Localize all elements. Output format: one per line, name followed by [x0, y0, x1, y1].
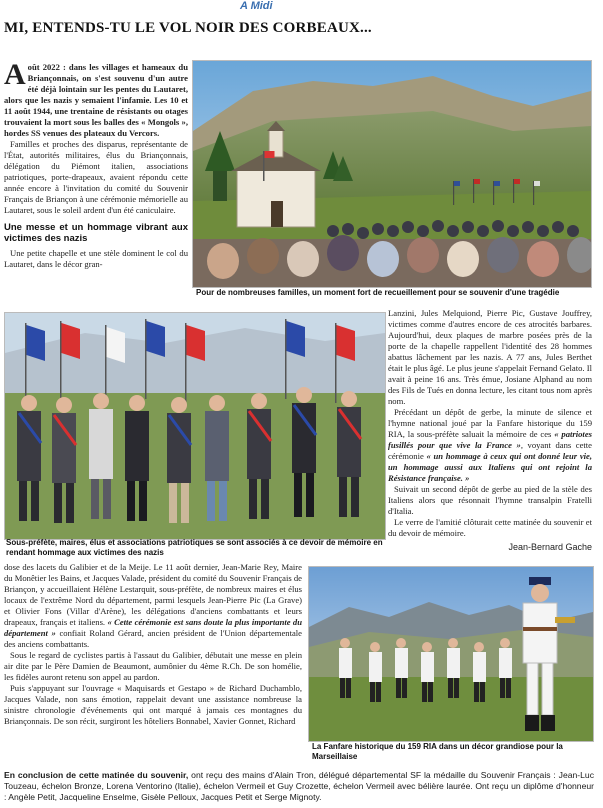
bottom-text: ont reçu des mains d'Alain Tron, délégué départemental SF la médaille du Souvenir Français : Jean-Luc Touzeau, échelon Bronze, Lorena Ventorino (Italie), échelon Vermeil et Guy Crozette, échelon Vermeil avec bélière laurée. Ont reçu un diplôme d'honneur : Angèle Petit, Jacqueline Enselme, Gisèle Pelloux, Jacques Petit et Serge Mignoty. — [4, 770, 594, 802]
fanfare-photo-illustration — [309, 567, 593, 741]
signature: Jean-Bernard Gache — [508, 542, 592, 552]
dropcap: A — [4, 58, 26, 91]
col-right-mid — [388, 308, 592, 553]
chapel-photo-illustration — [193, 61, 591, 287]
col-left-bottom — [4, 562, 302, 727]
photo-officials — [4, 312, 386, 540]
photo3-caption: La Fanfare historique du 159 RIA dans un décor grandiose pour la Marseillaise — [312, 742, 563, 761]
article-paragraph: Sous le regard de cyclistes partis à l'assaut du Galibier, débutait une messe en plein air dite par le Père Damien de Beaumont, aumônier du 4ème R.Ch. De son homélie, les fidèles auront retenu son appel au pardon. — [4, 650, 302, 682]
bottom-paragraph — [4, 770, 594, 803]
photo1-caption: Pour de nombreuses familles, un moment fort de recueillement pour se souvenir d'une tragédie — [196, 288, 560, 297]
article-paragraph: oût 2022 : dans les villages et hameaux du Briançonnais, on s'est souvenu d'un autre été déjà lointain sur les pentes du Lautaret, alors que les nazis y semaient l'infamie. Les 10 et 11 août 1944, une trentaine de résistants ou otages trouvaient la mort sous les balles des « Mongols », hordes SS venues des plateaux du Vercors. — [4, 62, 188, 138]
masthead: A Midi — [240, 0, 273, 12]
article-paragraph: Familles et proches des disparus, représentante de l'État, autorités militaires, élus du Briançonnais, délégation du Piémont italien, associations patriotiques, porte-drapeaux, avaient répondu cette année encore à l'invitation du comité du Souvenir Français de Briançon à une cérémonie mémorielle au Lautaret, sous le soleil ardent d'un été caniculaire. — [4, 139, 188, 215]
subheading: Une messe et un hommage vibrant aux victimes des nazis — [4, 222, 188, 244]
article-paragraph: Précédant un dépôt de gerbe, la minute de silence et l'hymne national joué par la Fanfare historique du 159 RIA, la sous-préfète saluait la mémoire de ces « patriotes fusillés pour que vive la France », voyant dans cette cérémonie « un hommage à ceux qui ont donné leur vie, un hommage aussi aux Italiens qui ont rejoint la Résistance française. » — [388, 407, 592, 483]
col-left-top — [4, 58, 188, 270]
photo-chapel-ceremony — [192, 60, 592, 288]
article-paragraph: Le verre de l'amitié clôturait cette matinée du souvenir et du devoir de mémoire. — [388, 517, 592, 538]
article-paragraph: Lanzini, Jules Melquiond, Pierre Pic, Gustave Jouffrey, victimes comme d'autres encore de ces atrocités barbares. Aujourd'hui, deux plaques de marbre posées près de la porte de la chapelle rappellent l'identité des 28 hommes abattus lâchement par les nazis. A 77 ans, Jules Berthet était le plus âgé. Le plus jeune s'appelait Fernand Gelato. Il avait à peine 16 ans. Très émue, Josiane Alphand au nom des Fils de Tués en donna lecture, les citant tous nom après nom. — [388, 308, 592, 406]
article-paragraph: Puis s'appuyant sur l'ouvrage « Maquisards et Gestapo » de Richard Duchamblo, Jacques Valade, non sans émotion, rappelait devant une assistance nombreuse la sinistre chronologie d'événements qui ont marqué à jamais ces montagnes du Briançonnais. De son récit, surgiront les hôteliers Bonnabel, Xavier Gonnet, Richard — [4, 683, 302, 726]
photo2-caption: Sous-préfète, maires, élus et associations patriotiques se sont associés à ce devoir de mémoire en rendant hommage aux victimes des nazis — [6, 538, 383, 557]
article-paragraph: Une petite chapelle et une stèle dominent le col du Lautaret, dans le décor gran- — [4, 248, 188, 269]
bottom-lead: En conclusion de cette matinée du souvenir, — [4, 770, 189, 780]
photo-fanfare — [308, 566, 594, 742]
officials-photo-illustration — [5, 313, 385, 539]
article-paragraph: Suivait un second dépôt de gerbe au pied de la stèle des Italiens alors que résonnait l'hymne transalpin Fratelli d'Italia. — [388, 484, 592, 516]
article-paragraph: dose des lacets du Galibier et de la Meije. Le 11 août dernier, Jean-Marie Rey, Maire du Monêtier les Bains, et Jacques Valade, président du comité du Souvenir Français de Briançon, y accueillaient Hélène Lestarquit, sous-préfète, de nombreux maires et élus locaux de l'extrême Nord du département, parmi lesquels Jean-Pierre Pic (La Grave) et Olivier Fons (Villar d'Arène), les délégations d'anciens combattants et leurs drapeaux, français et italiens. « Cette cérémonie est sans doute la plus importante du département » confiait Roland Gérard, ancien président de l'Union départementale des anciens combattants. — [4, 562, 302, 649]
headline: MI, ENTENDS-TU LE VOL NOIR DES CORBEAUX... — [4, 20, 372, 36]
